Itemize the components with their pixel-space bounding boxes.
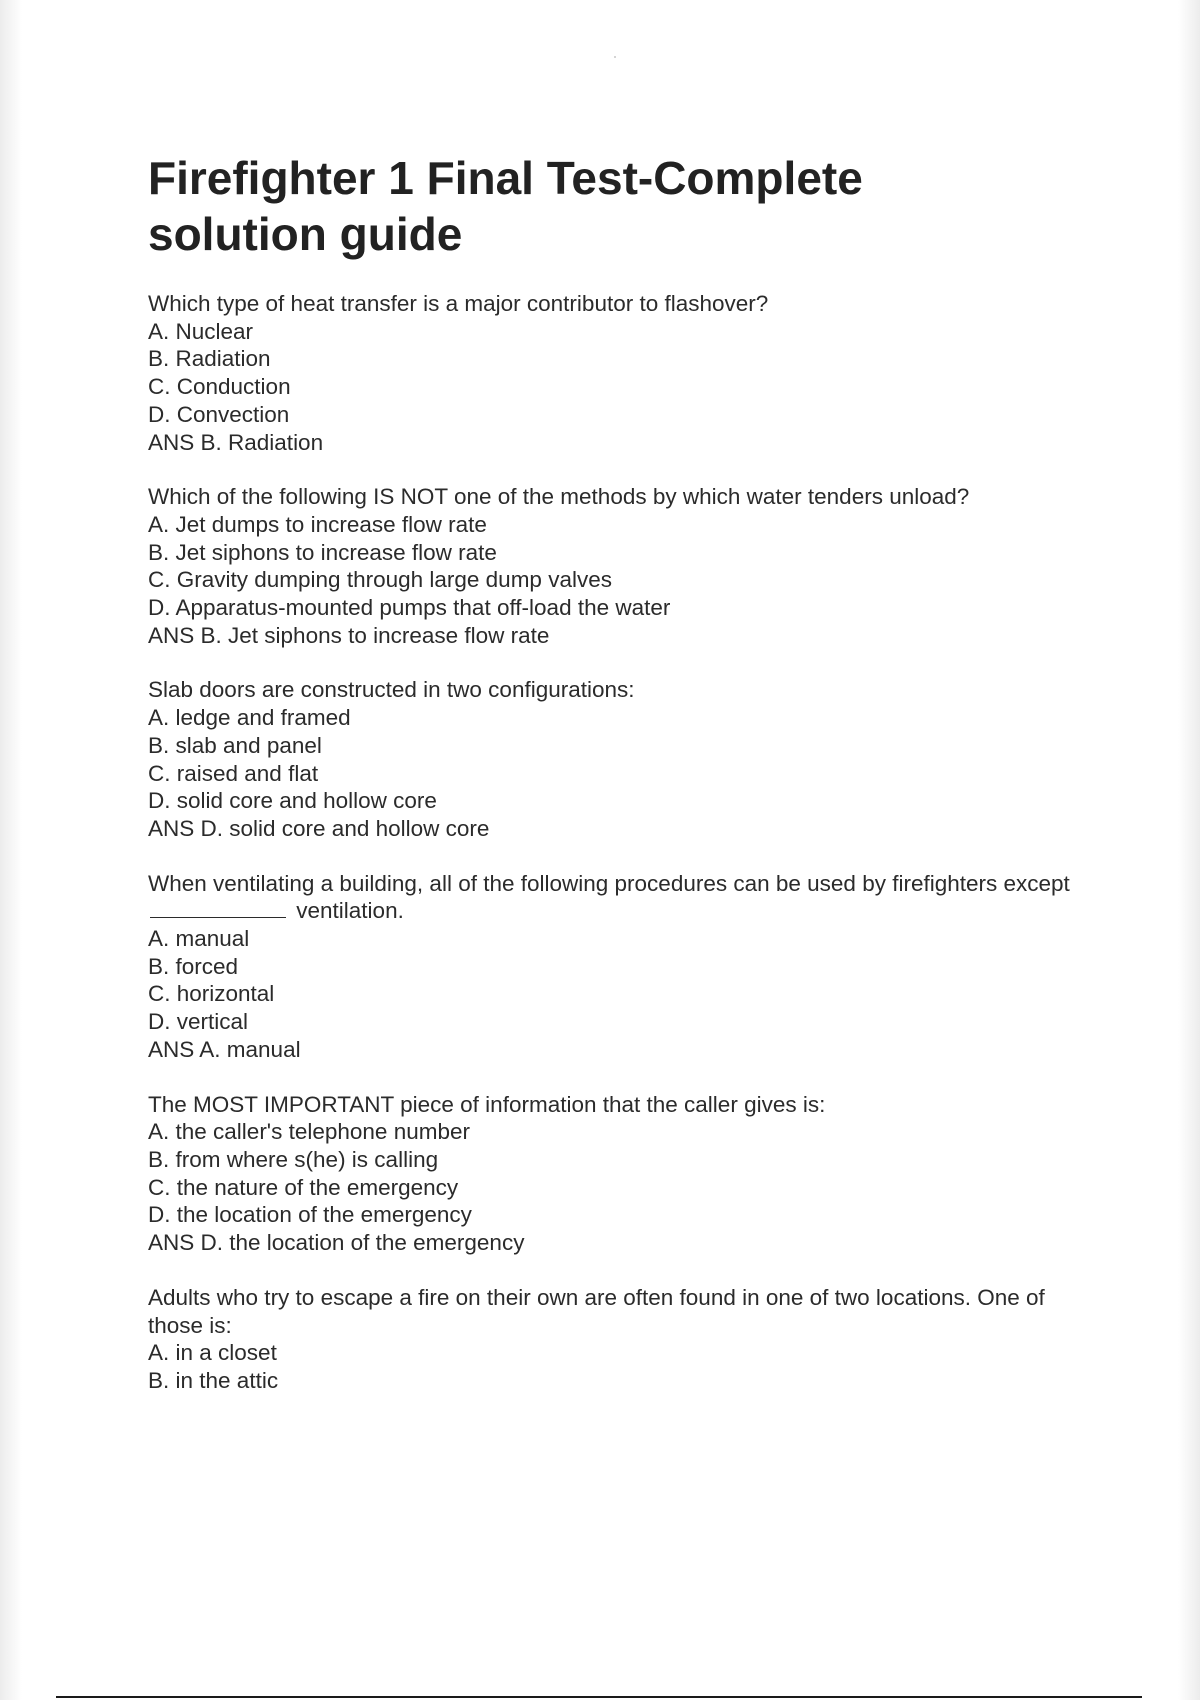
answer-option: C. Gravity dumping through large dump valves xyxy=(148,567,612,593)
answer-option: B. forced xyxy=(148,953,239,979)
correct-answer: ANS B. Radiation xyxy=(148,429,324,455)
question-block xyxy=(148,1091,1088,1257)
correct-answer: ANS D. solid core and hollow core xyxy=(148,815,490,841)
answer-option: D. Apparatus-mounted pumps that off-load the water xyxy=(148,595,671,621)
answer-option: B. Radiation xyxy=(148,346,271,372)
answer-option: A. manual xyxy=(148,926,250,952)
question-text xyxy=(148,870,1088,925)
answer-option: D. Convection xyxy=(148,401,290,427)
answer-option: C. the nature of the emergency xyxy=(148,1174,459,1200)
answer-option: D. vertical xyxy=(148,1009,249,1035)
page-edge-shadow-right xyxy=(1178,0,1200,1700)
answer-option: C. raised and flat xyxy=(148,760,319,786)
document-content xyxy=(148,150,1088,1422)
question-text: Which type of heat transfer is a major contributor to flashover? xyxy=(148,291,769,316)
answer-option: A. in a closet xyxy=(148,1340,277,1366)
question-text-after-blank: ventilation. xyxy=(296,898,404,924)
question-text-before-blank: When ventilating a building, all of the following procedures can be used by firefighters except xyxy=(148,870,1070,896)
question-text: Adults who try to escape a fire on their own are often found in one of two locations. One of those is: xyxy=(148,1284,1045,1338)
correct-answer: ANS D. the location of the emergency xyxy=(148,1230,525,1256)
question-block xyxy=(148,870,1088,1064)
answer-option: A. Nuclear xyxy=(148,318,254,344)
document-title: Firefighter 1 Final Test-Complete solution guide xyxy=(148,152,863,260)
question-block xyxy=(148,1284,1088,1395)
answer-option: A. ledge and framed xyxy=(148,705,351,731)
answer-option: D. solid core and hollow core xyxy=(148,788,437,814)
answer-option: B. slab and panel xyxy=(148,732,322,758)
answer-option: C. horizontal xyxy=(148,981,275,1007)
answer-option: D. the location of the emergency xyxy=(148,1202,472,1228)
fill-in-blank xyxy=(150,899,286,918)
answer-option: A. the caller's telephone number xyxy=(148,1119,470,1145)
question-block xyxy=(148,483,1088,649)
answer-option: B. Jet siphons to increase flow rate xyxy=(148,539,497,565)
question-text: Which of the following IS NOT one of the methods by which water tenders unload? xyxy=(148,484,970,510)
question-text: Slab doors are constructed in two configurations: xyxy=(148,677,635,703)
answer-option: C. Conduction xyxy=(148,374,291,400)
answer-option: B. from where s(he) is calling xyxy=(148,1146,439,1172)
answer-option: B. in the attic xyxy=(148,1367,279,1393)
page-edge-shadow-left xyxy=(0,0,22,1700)
answer-option: A. Jet dumps to increase flow rate xyxy=(148,511,487,537)
question-block xyxy=(148,290,1088,456)
question-block xyxy=(148,676,1088,842)
correct-answer: ANS A. manual xyxy=(148,1036,301,1062)
correct-answer: ANS B. Jet siphons to increase flow rate xyxy=(148,622,550,648)
page-bottom-rule xyxy=(56,1696,1142,1698)
scan-speck xyxy=(614,56,616,58)
question-text: The MOST IMPORTANT piece of information that the caller gives is: xyxy=(148,1091,826,1117)
